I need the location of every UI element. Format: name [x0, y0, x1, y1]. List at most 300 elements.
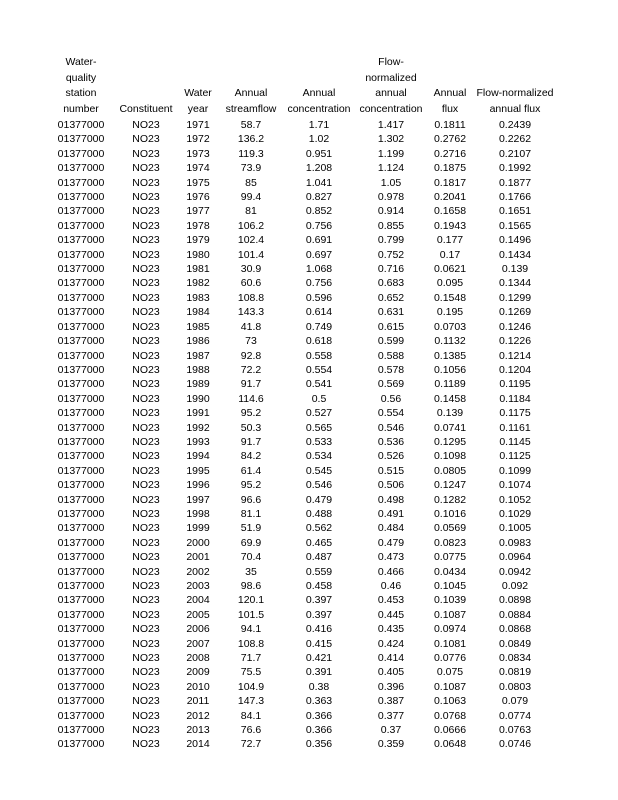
cell-annual-concentration: 0.852 [305, 205, 333, 218]
cell-station-number: 01377000 [57, 219, 105, 232]
cell-annual-concentration: 0.416 [305, 623, 333, 636]
cell-flow-normalized-flux: 0.1052 [498, 493, 532, 506]
cell-flow-normalized-concentration: 0.536 [377, 435, 405, 448]
cell-annual-concentration: 0.749 [305, 320, 333, 333]
header-line: Constituent [119, 102, 173, 115]
cell-annual-streamflow: 136.2 [237, 133, 265, 146]
cell-constituent: NO23 [132, 263, 160, 276]
cell-flow-normalized-concentration: 0.498 [377, 493, 405, 506]
table-row [48, 622, 558, 636]
cell-flow-normalized-concentration: 1.302 [377, 133, 405, 146]
table-header [48, 55, 558, 118]
cell-station-number: 01377000 [57, 277, 105, 290]
cell-constituent: NO23 [132, 248, 160, 261]
cell-constituent: NO23 [132, 695, 160, 708]
cell-annual-concentration: 0.487 [305, 551, 333, 564]
cell-flow-normalized-flux: 0.1195 [499, 378, 531, 391]
cell-annual-flux: 0.1458 [433, 392, 467, 405]
cell-annual-flux: 0.1295 [433, 435, 467, 448]
cell-annual-streamflow: 50.3 [240, 421, 262, 434]
header-line: quality [65, 71, 97, 84]
cell-flow-normalized-concentration: 0.588 [377, 349, 405, 362]
header-line: annual [375, 87, 407, 99]
cell-annual-concentration: 0.488 [305, 507, 333, 520]
cell-flow-normalized-flux: 0.0803 [498, 680, 532, 693]
cell-annual-flux: 0.0434 [433, 565, 467, 578]
cell-annual-flux: 0.0775 [433, 551, 467, 564]
cell-station-number: 01377000 [57, 551, 105, 564]
cell-annual-streamflow: 60.6 [240, 277, 262, 290]
cell-annual-flux: 0.0776 [433, 652, 467, 665]
cell-water-year: 2000 [186, 536, 210, 549]
cell-annual-streamflow: 91.7 [240, 435, 262, 448]
cell-flow-normalized-concentration: 0.359 [377, 738, 405, 751]
cell-annual-concentration: 0.366 [305, 724, 333, 737]
cell-annual-concentration: 1.068 [305, 263, 333, 276]
cell-station-number: 01377000 [57, 378, 105, 391]
cell-annual-flux: 0.0741 [433, 421, 467, 434]
cell-flow-normalized-flux: 0.0746 [498, 738, 532, 751]
cell-annual-flux: 0.0569 [433, 522, 467, 535]
cell-annual-flux: 0.177 [436, 234, 464, 247]
cell-station-number: 01377000 [57, 450, 105, 463]
cell-flow-normalized-flux: 0.1161 [499, 421, 531, 434]
cell-annual-streamflow: 119.3 [238, 147, 264, 160]
table-row [48, 406, 558, 420]
cell-flow-normalized-concentration: 0.599 [377, 335, 405, 348]
cell-flow-normalized-flux: 0.0898 [498, 594, 532, 607]
cell-flow-normalized-flux: 0.0763 [498, 724, 532, 737]
cell-annual-flux: 0.1189 [434, 378, 466, 391]
cell-water-year: 2009 [186, 666, 210, 679]
cell-station-number: 01377000 [57, 695, 105, 708]
cell-constituent: NO23 [132, 306, 160, 319]
table-row [48, 190, 558, 204]
header-line: station [65, 87, 97, 99]
table-row [48, 233, 558, 247]
cell-constituent: NO23 [132, 450, 160, 463]
cell-station-number: 01377000 [57, 608, 105, 621]
cell-annual-streamflow: 143.3 [237, 306, 265, 319]
cell-annual-flux: 0.195 [436, 306, 464, 319]
cell-annual-flux: 0.1385 [433, 349, 467, 362]
table-body [48, 118, 558, 752]
cell-water-year: 1997 [186, 493, 210, 506]
cell-annual-concentration: 0.546 [305, 479, 333, 492]
cell-constituent: NO23 [132, 421, 160, 434]
cell-station-number: 01377000 [57, 594, 105, 607]
cell-flow-normalized-flux: 0.1651 [498, 205, 532, 218]
cell-flow-normalized-concentration: 0.615 [377, 320, 405, 333]
cell-water-year: 2005 [186, 608, 210, 621]
cell-annual-flux: 0.2762 [433, 133, 467, 146]
cell-annual-flux: 0.1087 [433, 608, 467, 621]
table-row [48, 723, 558, 737]
cell-station-number: 01377000 [57, 493, 105, 506]
cell-annual-flux: 0.1658 [433, 205, 467, 218]
cell-station-number: 01377000 [57, 536, 105, 549]
cell-constituent: NO23 [132, 133, 160, 146]
cell-water-year: 1994 [186, 450, 210, 463]
cell-constituent: NO23 [132, 378, 160, 391]
cell-flow-normalized-concentration: 0.506 [377, 479, 405, 492]
table-row [48, 608, 558, 622]
cell-constituent: NO23 [132, 724, 160, 737]
cell-station-number: 01377000 [57, 580, 105, 592]
cell-annual-streamflow: 81.1 [240, 507, 262, 520]
cell-annual-streamflow: 71.7 [240, 652, 262, 665]
cell-annual-flux: 0.17 [439, 248, 461, 261]
cell-constituent: NO23 [132, 608, 160, 621]
cell-annual-flux: 0.0805 [433, 464, 467, 477]
cell-annual-concentration: 0.614 [305, 306, 333, 319]
cell-station-number: 01377000 [57, 248, 105, 261]
cell-flow-normalized-concentration: 0.978 [377, 191, 405, 204]
table-row [48, 161, 558, 175]
cell-annual-flux: 0.0768 [433, 709, 467, 722]
cell-flow-normalized-flux: 0.1877 [498, 176, 532, 189]
header-row [48, 55, 558, 118]
cell-station-number: 01377000 [57, 709, 105, 722]
header-line: Annual [433, 87, 467, 99]
cell-water-year: 1983 [186, 291, 210, 304]
cell-flow-normalized-flux: 0.1099 [498, 464, 532, 477]
cell-flow-normalized-flux: 0.1246 [498, 320, 532, 333]
cell-station-number: 01377000 [57, 464, 105, 477]
cell-flow-normalized-flux: 0.079 [501, 695, 529, 708]
cell-annual-flux: 0.1087 [433, 680, 467, 693]
cell-annual-concentration: 0.596 [305, 291, 333, 304]
cell-constituent: NO23 [132, 580, 160, 592]
cell-annual-concentration: 0.363 [305, 695, 333, 708]
table-row [48, 377, 558, 391]
cell-constituent: NO23 [132, 464, 160, 477]
cell-flow-normalized-flux: 0.0983 [498, 536, 532, 549]
cell-constituent: NO23 [132, 594, 160, 607]
cell-annual-concentration: 0.397 [305, 608, 333, 621]
table-row [48, 493, 558, 507]
cell-annual-flux: 0.1132 [434, 335, 466, 348]
cell-station-number: 01377000 [57, 407, 105, 420]
cell-water-year: 1999 [186, 522, 210, 535]
cell-flow-normalized-concentration: 0.526 [377, 450, 405, 463]
cell-annual-flux: 0.2716 [433, 147, 467, 160]
cell-water-year: 1976 [186, 191, 210, 204]
cell-flow-normalized-concentration: 0.799 [377, 234, 405, 247]
cell-water-year: 1981 [186, 263, 210, 276]
table-row [48, 593, 558, 607]
header-constituent [114, 55, 178, 118]
cell-flow-normalized-flux: 0.1145 [499, 435, 531, 448]
table-row [48, 694, 558, 708]
header-line: Water [184, 87, 212, 99]
cell-annual-streamflow: 51.9 [240, 522, 262, 535]
cell-annual-concentration: 0.479 [305, 493, 333, 506]
cell-annual-flux: 0.1098 [433, 450, 467, 463]
cell-constituent: NO23 [132, 191, 160, 204]
cell-annual-streamflow: 92.8 [240, 349, 262, 362]
cell-flow-normalized-concentration: 0.491 [377, 507, 405, 520]
cell-water-year: 2002 [186, 565, 210, 578]
header-line: flux [441, 102, 459, 115]
table-row [48, 521, 558, 535]
cell-flow-normalized-concentration: 0.56 [380, 392, 402, 405]
cell-flow-normalized-flux: 0.0884 [498, 608, 532, 621]
cell-flow-normalized-concentration: 0.435 [377, 623, 405, 636]
header-line: Flow- [378, 56, 404, 68]
cell-flow-normalized-flux: 0.0964 [498, 551, 532, 564]
table-row [48, 132, 558, 146]
header-flow-normalized-flux [472, 55, 558, 118]
cell-constituent: NO23 [132, 119, 160, 131]
cell-water-year: 1998 [186, 507, 210, 520]
cell-flow-normalized-concentration: 0.716 [377, 263, 405, 276]
table-row [48, 291, 558, 305]
cell-flow-normalized-flux: 0.1269 [498, 306, 532, 319]
cell-flow-normalized-concentration: 0.424 [377, 637, 405, 650]
cell-water-year: 1973 [186, 147, 210, 160]
cell-water-year: 1995 [186, 464, 210, 477]
cell-annual-flux: 0.0621 [433, 263, 467, 276]
table-row [48, 579, 558, 593]
cell-flow-normalized-flux: 0.1344 [498, 277, 532, 290]
cell-annual-flux: 0.2041 [433, 191, 467, 204]
header-line: number [63, 102, 99, 115]
cell-water-year: 2007 [186, 637, 210, 650]
cell-station-number: 01377000 [57, 363, 105, 376]
table-row [48, 276, 558, 290]
table-row [48, 637, 558, 651]
table-row [48, 464, 558, 478]
cell-annual-concentration: 0.356 [305, 738, 333, 751]
cell-station-number: 01377000 [57, 652, 105, 665]
cell-annual-concentration: 1.71 [308, 119, 330, 131]
cell-annual-flux: 0.1817 [433, 176, 467, 189]
cell-station-number: 01377000 [57, 263, 105, 276]
cell-annual-concentration: 0.618 [305, 335, 333, 348]
table-row [48, 421, 558, 435]
cell-water-year: 1978 [186, 219, 210, 232]
cell-annual-concentration: 0.458 [305, 580, 333, 592]
cell-annual-streamflow: 73 [245, 335, 257, 348]
cell-constituent: NO23 [132, 551, 160, 564]
cell-flow-normalized-concentration: 0.578 [377, 363, 405, 376]
table-row [48, 565, 558, 579]
cell-flow-normalized-flux: 0.1766 [498, 191, 532, 204]
cell-flow-normalized-flux: 0.2439 [498, 119, 532, 131]
cell-station-number: 01377000 [57, 320, 105, 333]
cell-annual-flux: 0.1943 [433, 219, 467, 232]
cell-constituent: NO23 [132, 435, 160, 448]
cell-annual-streamflow: 69.9 [240, 536, 262, 549]
cell-flow-normalized-concentration: 1.124 [377, 162, 405, 175]
cell-flow-normalized-concentration: 0.515 [377, 464, 405, 477]
cell-annual-concentration: 1.02 [308, 133, 330, 146]
cell-constituent: NO23 [132, 176, 160, 189]
table-row [48, 219, 558, 233]
cell-station-number: 01377000 [57, 306, 105, 319]
cell-annual-concentration: 1.208 [305, 162, 333, 175]
cell-water-year: 1979 [186, 234, 210, 247]
cell-constituent: NO23 [132, 738, 160, 751]
cell-annual-concentration: 0.697 [305, 248, 333, 261]
cell-constituent: NO23 [132, 392, 160, 405]
cell-constituent: NO23 [132, 637, 160, 650]
cell-flow-normalized-flux: 0.1434 [498, 248, 532, 261]
table-row [48, 507, 558, 521]
header-line: Annual [302, 87, 336, 99]
cell-annual-streamflow: 75.5 [240, 666, 262, 679]
cell-flow-normalized-flux: 0.1214 [498, 349, 532, 362]
table-row [48, 147, 558, 161]
header-annual-concentration [284, 55, 354, 118]
cell-annual-streamflow: 104.9 [237, 680, 265, 693]
cell-flow-normalized-flux: 0.1175 [499, 407, 531, 420]
cell-annual-streamflow: 108.8 [237, 637, 265, 650]
cell-station-number: 01377000 [57, 680, 105, 693]
header-flow-normalized-concentration [354, 55, 428, 118]
cell-constituent: NO23 [132, 479, 160, 492]
cell-flow-normalized-flux: 0.0819 [498, 666, 532, 679]
header-line: concentration [287, 102, 351, 115]
header-water-year [178, 55, 218, 118]
cell-station-number: 01377000 [57, 335, 105, 348]
cell-flow-normalized-concentration: 1.417 [377, 119, 405, 131]
cell-station-number: 01377000 [57, 623, 105, 636]
cell-water-year: 2006 [186, 623, 210, 636]
cell-station-number: 01377000 [57, 435, 105, 448]
cell-station-number: 01377000 [57, 205, 105, 218]
cell-water-year: 2001 [186, 551, 210, 564]
cell-constituent: NO23 [132, 291, 160, 304]
cell-flow-normalized-concentration: 0.479 [377, 536, 405, 549]
cell-flow-normalized-concentration: 0.37 [380, 724, 402, 737]
cell-annual-streamflow: 73.9 [240, 162, 262, 175]
cell-flow-normalized-flux: 0.1992 [498, 162, 532, 175]
cell-flow-normalized-concentration: 0.855 [377, 219, 405, 232]
cell-annual-flux: 0.1039 [433, 594, 467, 607]
cell-annual-concentration: 0.562 [305, 522, 333, 535]
cell-annual-flux: 0.1282 [433, 493, 467, 506]
cell-annual-concentration: 0.691 [305, 234, 333, 247]
cell-constituent: NO23 [132, 623, 160, 636]
cell-flow-normalized-flux: 0.1005 [498, 522, 532, 535]
cell-constituent: NO23 [132, 536, 160, 549]
cell-flow-normalized-flux: 0.0849 [498, 637, 532, 650]
cell-water-year: 2013 [186, 724, 210, 737]
cell-annual-concentration: 0.533 [305, 435, 333, 448]
cell-station-number: 01377000 [57, 522, 105, 535]
cell-annual-streamflow: 30.9 [240, 263, 262, 276]
cell-flow-normalized-concentration: 0.752 [377, 248, 405, 261]
header-line: concentration [359, 102, 423, 115]
cell-water-year: 1986 [186, 335, 210, 348]
header-line: Water- [65, 56, 97, 68]
cell-flow-normalized-flux: 0.139 [501, 263, 529, 276]
cell-water-year: 1972 [186, 133, 210, 146]
cell-annual-concentration: 1.041 [305, 176, 333, 189]
cell-station-number: 01377000 [57, 724, 105, 737]
cell-flow-normalized-flux: 0.1299 [498, 291, 532, 304]
table-row [48, 349, 558, 363]
cell-annual-streamflow: 70.4 [240, 551, 262, 564]
table-row [48, 550, 558, 564]
cell-annual-streamflow: 114.6 [238, 392, 264, 405]
cell-constituent: NO23 [132, 219, 160, 232]
cell-constituent: NO23 [132, 666, 160, 679]
table-row [48, 176, 558, 190]
cell-flow-normalized-flux: 0.1125 [499, 450, 531, 463]
cell-constituent: NO23 [132, 320, 160, 333]
cell-flow-normalized-concentration: 0.46 [380, 580, 402, 592]
cell-constituent: NO23 [132, 507, 160, 520]
cell-water-year: 1971 [186, 119, 210, 131]
header-line: streamflow [225, 102, 277, 115]
cell-annual-concentration: 0.397 [305, 594, 333, 607]
header-annual-streamflow [218, 55, 284, 118]
cell-annual-concentration: 0.545 [305, 464, 333, 477]
cell-water-year: 1996 [186, 479, 210, 492]
cell-annual-streamflow: 84.2 [240, 450, 262, 463]
cell-annual-flux: 0.1081 [433, 637, 467, 650]
cell-water-year: 1991 [186, 407, 210, 420]
cell-water-year: 2011 [186, 695, 210, 708]
cell-flow-normalized-concentration: 0.396 [377, 680, 405, 693]
cell-annual-streamflow: 84.1 [240, 709, 262, 722]
cell-annual-concentration: 0.756 [305, 277, 333, 290]
cell-flow-normalized-flux: 0.0942 [498, 565, 532, 578]
cell-constituent: NO23 [132, 234, 160, 247]
table-row [48, 392, 558, 406]
cell-water-year: 2012 [186, 709, 210, 722]
table-row [48, 449, 558, 463]
cell-annual-streamflow: 120.1 [237, 594, 265, 607]
cell-water-year: 1982 [186, 277, 210, 290]
cell-annual-concentration: 0.421 [305, 652, 333, 665]
cell-annual-flux: 0.1548 [433, 291, 467, 304]
cell-station-number: 01377000 [57, 479, 105, 492]
cell-flow-normalized-concentration: 0.914 [377, 205, 405, 218]
header-annual-flux [428, 55, 472, 118]
cell-annual-streamflow: 41.8 [240, 320, 262, 333]
cell-constituent: NO23 [132, 335, 160, 348]
cell-constituent: NO23 [132, 205, 160, 218]
cell-constituent: NO23 [132, 277, 160, 290]
table-row [48, 651, 558, 665]
table-row [48, 435, 558, 449]
cell-flow-normalized-flux: 0.1029 [498, 507, 532, 520]
cell-annual-streamflow: 94.1 [240, 623, 262, 636]
cell-annual-streamflow: 95.2 [240, 407, 262, 420]
cell-station-number: 01377000 [57, 507, 105, 520]
cell-annual-streamflow: 91.7 [240, 378, 262, 391]
cell-constituent: NO23 [132, 349, 160, 362]
cell-annual-concentration: 0.38 [308, 680, 330, 693]
cell-water-year: 2014 [186, 738, 210, 751]
header-line: Annual [234, 87, 268, 99]
table-row [48, 709, 558, 723]
cell-annual-streamflow: 72.2 [240, 363, 262, 376]
cell-station-number: 01377000 [57, 147, 105, 160]
cell-station-number: 01377000 [57, 133, 105, 146]
cell-annual-streamflow: 58.7 [240, 119, 262, 131]
cell-annual-streamflow: 61.4 [240, 464, 262, 477]
cell-annual-streamflow: 72.7 [240, 738, 262, 751]
cell-flow-normalized-flux: 0.1496 [498, 234, 532, 247]
cell-flow-normalized-flux: 0.1565 [498, 219, 532, 232]
cell-flow-normalized-flux: 0.0834 [498, 652, 532, 665]
cell-water-year: 1993 [186, 435, 210, 448]
